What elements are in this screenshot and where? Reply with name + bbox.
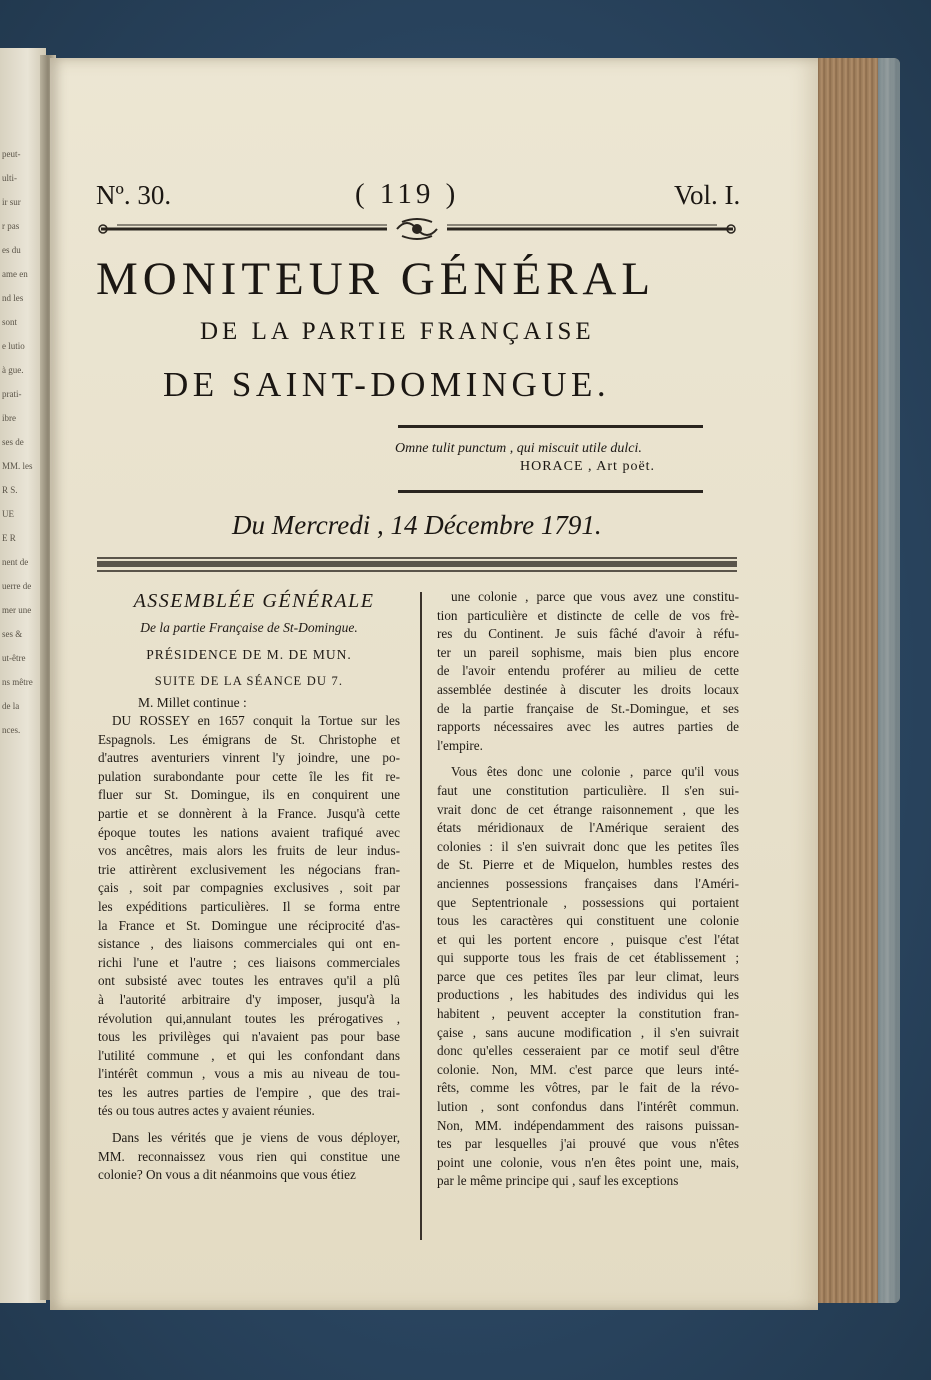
facing-page-fragment: ulti- [2, 173, 17, 183]
left-paragraphs [98, 712, 400, 1185]
text-line: que Septentrionale , possessions qui portaient [437, 894, 739, 910]
article-column-left [98, 588, 400, 1185]
text-line: partie et se donnèrent à la France. Jusqu'à cette [98, 805, 400, 821]
text-line: états méridionaux de l'Amérique seraient des [437, 820, 739, 836]
motto-attribution: HORACE , Art poët. [520, 459, 656, 474]
facing-page-fragment: r pas [2, 221, 20, 231]
facing-page-fragment: UE [2, 509, 14, 519]
text-line: époque toutes les nations avaient trafiqué avec [98, 824, 400, 840]
text-line: à l'autorité arbitraire d'y imposer, jusqu'à la [98, 991, 400, 1007]
text-line: faut une constitution particulière. Il s'en sui- [437, 782, 739, 798]
facing-page-fragment: prati- [2, 389, 22, 399]
text-line: de la partie française de St.-Domingue, et ses [437, 700, 739, 716]
text-line: res du Continent. Je suis fâché d'avoir à réfu- [437, 626, 739, 642]
facing-page-fragment: ns mêtre [2, 677, 33, 687]
article-paragraph [98, 1129, 400, 1185]
facing-page-fragment: es du [2, 245, 21, 255]
masthead-title: MONITEUR GÉNÉRAL [96, 253, 656, 305]
text-line: tous les caractères qui constituent une colonie [437, 913, 739, 929]
ornament-rule [97, 217, 737, 241]
facing-page-fragment: ame en [2, 269, 28, 279]
text-line: tes les autres parties de l'empire , que des trai- [98, 1084, 400, 1100]
session-continuation: SUITE DE LA SÉANCE DU 7. [154, 674, 344, 688]
date-rule [97, 555, 737, 575]
article-column-right [437, 588, 739, 1191]
text-line: Dans les vérités que je viens de vous déployer, [112, 1130, 400, 1146]
text-line: anciennes possessions françaises dans l'Améri- [437, 875, 739, 891]
motto-quote: Omne tulit punctum , qui miscuit utile dulci. [395, 441, 642, 456]
article-paragraph [437, 763, 739, 1191]
text-line: productions , les habitudes des individus qui les [437, 987, 739, 1003]
text-line: donc qu'elles cesseraient par ce motif seul d'être [437, 1043, 739, 1059]
text-line: l'utilité commune , et qui les confondant dans [98, 1047, 400, 1063]
facing-page-fragment: e lutio [2, 341, 25, 351]
volume-label: Vol. I. [674, 180, 741, 210]
facing-page-fragment: ibre [2, 413, 16, 423]
text-line: tous les privilèges qui n'avaient pas pour base [98, 1029, 400, 1045]
text-line: de St. Pierre et de Miquelon, humbles restes des [437, 857, 739, 873]
text-line: Non, MM. indépendamment des raisons puissan- [437, 1117, 739, 1133]
text-line: d'autres aventuriers vinrent l'y joindre, une po- [98, 750, 400, 766]
article-paragraph [98, 712, 400, 1121]
text-line: MM. reconnaissez vous rien qui constitue une [98, 1148, 400, 1164]
text-line: colonies : il s'en suivrait donc que les petites îles [437, 838, 739, 854]
text-line: l'empire. [437, 737, 483, 753]
facing-page-fragment: ut-être [2, 653, 26, 663]
facing-page-fragment: E R [2, 533, 16, 543]
text-line: Vous êtes donc une colonie , parce qu'il vous [451, 764, 739, 780]
text-line: la France et St. Domingue une réciprocité d'as- [98, 917, 400, 933]
text-line: et qui les portent encore , puisque c'est l'état [437, 931, 739, 947]
facing-page-fragment: de la [2, 701, 20, 711]
masthead-subtitle: DE LA PARTIE FRANÇAISE [200, 318, 595, 345]
text-line: rêts, comme les vôtres, par le fait de la révo- [437, 1080, 739, 1096]
text-line: l'intérêt commun , vous a mis au niveau de tou- [98, 1066, 400, 1082]
text-line: çaise , sans aucune modification , il s'en suivrait [437, 1024, 739, 1040]
text-line: assemblée destinée à discuter les droits locaux [437, 681, 739, 697]
presidency-line: PRÉSIDENCE DE M. DE MUN. [146, 647, 352, 662]
text-line: çais , soit par compagnies exclusives , soit par [98, 880, 400, 896]
book-fore-edge [808, 58, 900, 1303]
text-line: vrait donc de cet étrange raisonnement , que les [437, 801, 739, 817]
motto-rule-top [398, 425, 703, 428]
text-line: révolution qui,annulant toutes les prérogatives , [98, 1010, 400, 1026]
facing-page-fragment: sont [2, 317, 18, 327]
facing-page-fragment: mer une [2, 605, 32, 615]
facing-page-fragment: peut- [2, 149, 21, 159]
facing-page-fragment: uerre de [2, 581, 32, 591]
text-line: une colonie , parce que vous avez une constitu- [451, 589, 739, 604]
text-line: colonie. Non, MM. c'est parce que leurs inté- [437, 1061, 739, 1077]
text-line: trie attirèrent exclusivement les négocians fran- [98, 861, 400, 877]
text-line: DU ROSSEY en 1657 conquit la Tortue sur les [112, 713, 400, 728]
text-line: ter un pareil sophisme, mais bien plus encore [437, 644, 739, 660]
section-subtitle: De la partie Française de St-Domingue. [140, 620, 358, 635]
text-line: qui supporte tous les frais de cet établissement ; [437, 950, 739, 966]
text-line: Espagnols. Les émigrans de St. Christophe et [98, 731, 400, 747]
facing-page-fragment: nces. [2, 725, 21, 735]
issue-date: Du Mercredi , 14 Décembre 1791. [232, 510, 602, 540]
text-line: habitent , peuvent accepter la constitution fran- [437, 1006, 739, 1022]
speaker-line: M. Millet continue : [138, 695, 247, 710]
text-line: de l'avoir entendu proférer au milieu de cette [437, 663, 739, 679]
text-line: tes par lesquelles j'ai prouvé que vous n'êtes [437, 1136, 739, 1152]
right-paragraphs [437, 588, 739, 1191]
facing-page-fragment: nent de [2, 557, 29, 567]
facing-page-fragment: ses & [2, 629, 23, 639]
text-line: richi l'une et l'autre ; ces liaisons commerciales [98, 954, 400, 970]
facing-page-fragment: ses de [2, 437, 24, 447]
text-line: rapports nécessaires avec les autres parties de [437, 719, 739, 735]
facing-page-fragment: à gue. [2, 365, 24, 375]
text-line: tion particulière et distincte de celle de vos frè- [437, 607, 739, 623]
text-line: parce que ces petites îles par leur climat, leurs [437, 968, 739, 984]
text-line: par le même principe qui , sauf les exceptions [437, 1173, 679, 1189]
facing-page-fragment: nd les [2, 293, 24, 303]
paragraph-gap [437, 755, 739, 763]
text-line: sistance , des liaisons commerciales qui ont en- [98, 936, 400, 952]
text-line: tés ou tous autres actes y avaient réunies. [98, 1103, 315, 1119]
facing-page-fragment: MM. les [2, 461, 33, 471]
article-paragraph [437, 588, 739, 755]
facing-page-fragment: R S. [2, 485, 18, 495]
text-line: fluer sur St. Domingue, ils en conquirent une [98, 787, 400, 803]
text-line: lution , sont confondus dans l'intérêt commun. [437, 1099, 739, 1115]
text-line: vos ancêtres, mais alors les fruits de leur indus- [98, 843, 400, 859]
text-line: les expéditions particulières. Il se forma entre [98, 898, 400, 914]
page-number: ( 119 ) [355, 178, 460, 210]
column-divider [420, 592, 422, 1240]
masthead-subtitle-2: DE SAINT-DOMINGUE. [163, 365, 611, 404]
text-line: ont subsisté avec toutes les entraves qu'il a plû [98, 973, 400, 989]
paragraph-gap [98, 1121, 400, 1129]
motto-rule-bottom [398, 490, 703, 493]
text-line: point une colonie, vous n'en êtes point une, mais, [437, 1154, 739, 1170]
issue-number: Nº. 30. [96, 180, 172, 210]
facing-page-fragment: ir sur [2, 197, 21, 207]
section-title: ASSEMBLÉE GÉNÉRALE [133, 590, 375, 612]
text-line: pulation surabondante pour cette île les fit re- [98, 768, 400, 784]
text-line: colonie? On vous a dit néanmoins que vous étiez [98, 1167, 356, 1183]
